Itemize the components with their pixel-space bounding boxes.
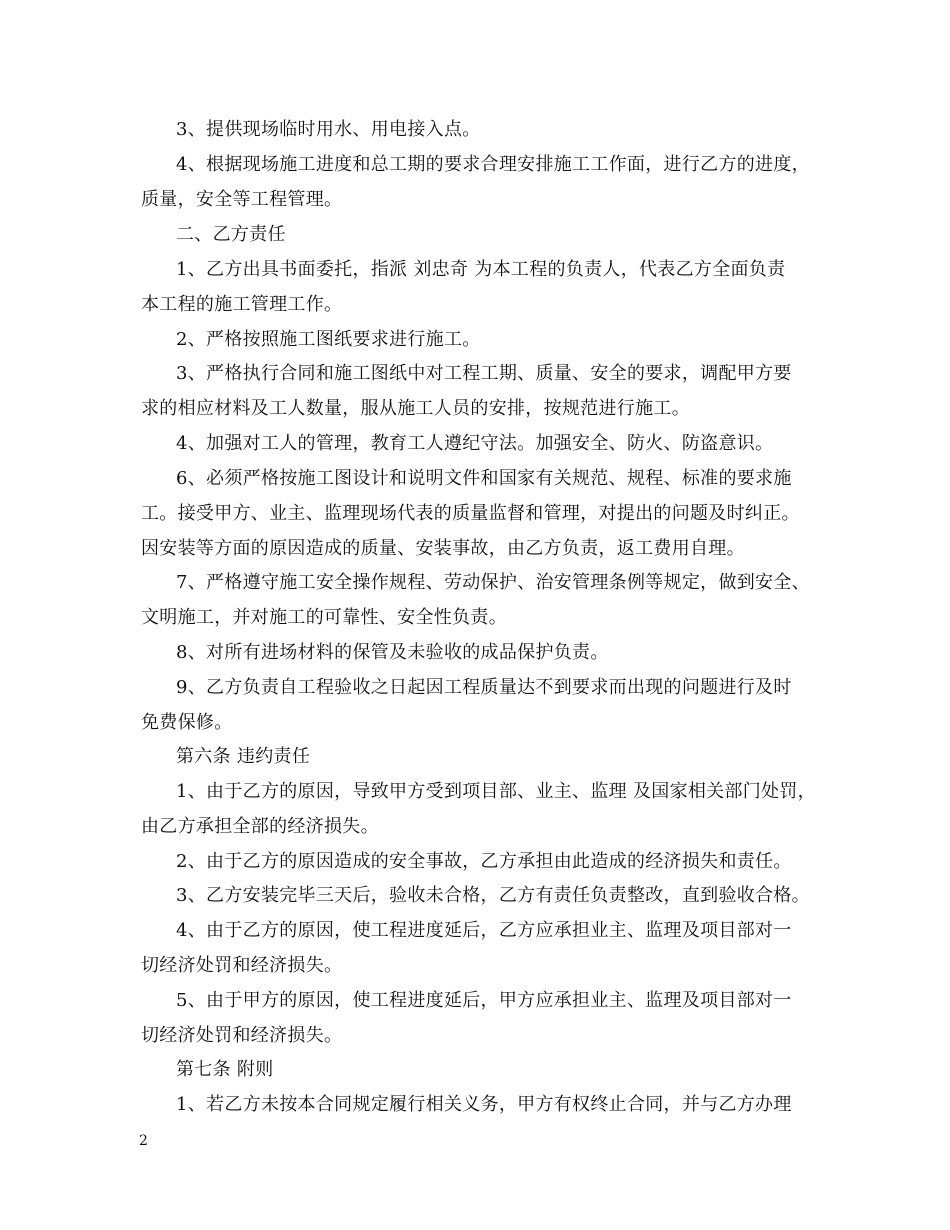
text-line: 4、加强对工人的管理，教育工人遵纪守法。加强安全、防火、防盗意识。 (176, 433, 774, 454)
text-line: 4、根据现场施工进度和总工期的要求合理安排施工工作面，进行乙方的进度， (176, 154, 810, 175)
text-line: 1、乙方出具书面委托，指派 刘忠奇 为本工程的负责人，代表乙方全面负责 (176, 259, 786, 280)
text-line: 由乙方承担全部的经济损失。 (141, 816, 379, 837)
text-line: 8、对所有进场材料的保管及未验收的成品保护负责。 (176, 642, 609, 663)
text-line: 3、乙方安装完毕三天后，验收未合格，乙方有责任负责整改，直到验收合格。 (176, 885, 810, 906)
text-line: 2、由于乙方的原因造成的安全事故，乙方承担由此造成的经济损失和责任。 (176, 851, 792, 872)
text-line: 5、由于甲方的原因，使工程进度延后，甲方应承担业主、监理及项目部对一 (176, 990, 792, 1011)
text-line: 本工程的施工管理工作。 (141, 294, 343, 315)
text-line: 3、严格执行合同和施工图纸中对工程工期、质量、安全的要求，调配甲方要 (176, 363, 792, 384)
text-line: 3、提供现场临时用水、用电接入点。 (176, 119, 481, 140)
section-heading: 第六条 违约责任 (176, 746, 311, 767)
text-line: 7、严格遵守施工安全操作规程、劳动保护、治安管理条例等规定，做到安全、 (176, 572, 810, 593)
text-line: 质量，安全等工程管理。 (141, 189, 343, 210)
text-line: 因安装等方面的原因造成的质量、安装事故，由乙方负责，返工费用自理。 (141, 538, 745, 559)
text-line: 1、由于乙方的原因，导致甲方受到项目部、业主、监理 及国家相关部门处罚， (176, 781, 816, 802)
text-line: 文明施工，并对施工的可靠性、安全性负责。 (141, 607, 507, 628)
text-line: 求的相应材料及工人数量，服从施工人员的安排，按规范进行施工。 (141, 398, 690, 419)
text-line: 6、必须严格按施工图设计和说明文件和国家有关规范、规程、标准的要求施 (176, 468, 792, 489)
text-line: 2、严格按照施工图纸要求进行施工。 (176, 329, 481, 350)
text-line: 4、由于乙方的原因，使工程进度延后，乙方应承担业主、监理及项目部对一 (176, 920, 792, 941)
text-line: 免费保修。 (141, 712, 233, 733)
text-line: 9、乙方负责自工程验收之日起因工程质量达不到要求而出现的问题进行及时 (176, 677, 792, 698)
page-number: 2 (139, 1133, 148, 1149)
text-line: 切经济处罚和经济损失。 (141, 955, 343, 976)
text-line: 切经济处罚和经济损失。 (141, 1025, 343, 1046)
text-line: 1、若乙方未按本合同规定履行相关义务，甲方有权终止合同，并与乙方办理 (176, 1094, 792, 1115)
text-line: 工。接受甲方、业主、监理现场代表的质量监督和管理，对提出的问题及时纠正。 (141, 503, 800, 524)
section-heading: 第七条 附则 (176, 1059, 274, 1080)
section-heading: 二、乙方责任 (176, 224, 286, 245)
